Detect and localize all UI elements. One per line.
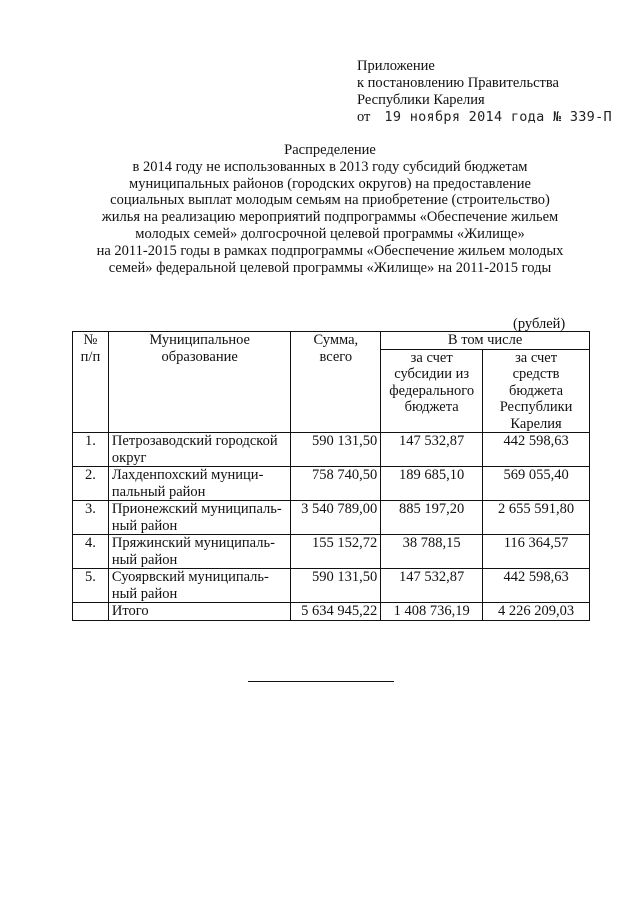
total-federal: 1 408 736,19 <box>381 603 483 621</box>
heading-title: Распределение <box>284 142 376 158</box>
table-total-row <box>73 603 590 621</box>
document-heading <box>60 142 600 276</box>
header-including: В том числе <box>381 332 590 350</box>
row-municipality: Пряжинский муниципаль- ный район <box>108 535 291 569</box>
heading-line: молодых семей» долгосрочной целевой программы «Жилище» <box>135 225 525 242</box>
currency-unit-label: (рублей) <box>513 316 566 332</box>
heading-line: муниципальных районов (городских округов) на предоставление <box>129 175 531 192</box>
total-row-number <box>73 603 109 621</box>
row-sum: 590 131,50 <box>291 433 381 467</box>
appendix-title: Приложение <box>357 58 435 74</box>
row-federal: 147 532,87 <box>381 569 483 603</box>
row-republic: 2 655 591,80 <box>483 501 590 535</box>
row-number: 4. <box>73 535 109 569</box>
appendix-block <box>357 58 612 126</box>
table-row <box>73 569 590 603</box>
header-municipality: Муниципальное образование <box>108 332 291 433</box>
appendix-republic: Республики Карелия <box>357 92 485 108</box>
header-number: № п/п <box>73 332 109 433</box>
row-sum: 758 740,50 <box>291 467 381 501</box>
row-federal: 189 685,10 <box>381 467 483 501</box>
table-row <box>73 467 590 501</box>
heading-line: жилья на реализацию мероприятий подпрограммы «Обеспечение жильем <box>101 209 559 226</box>
row-federal: 147 532,87 <box>381 433 483 467</box>
table-row <box>73 501 590 535</box>
row-sum: 155 152,72 <box>291 535 381 569</box>
row-municipality: Суоярвский муниципаль- ный район <box>108 569 291 603</box>
row-number: 3. <box>73 501 109 535</box>
row-republic: 442 598,63 <box>483 569 590 603</box>
order-prefix: от <box>357 109 371 125</box>
row-federal: 38 788,15 <box>381 535 483 569</box>
appendix-order-line <box>357 109 612 126</box>
row-number: 1. <box>73 433 109 467</box>
row-number: 5. <box>73 569 109 603</box>
table-row <box>73 535 590 569</box>
header-republic-budget: за счет средств бюджета Республики Карелия <box>483 349 590 433</box>
row-municipality: Прионежский муниципаль- ный район <box>108 501 291 535</box>
table-header-row <box>73 332 590 350</box>
row-sum: 590 131,50 <box>291 569 381 603</box>
total-republic: 4 226 209,03 <box>483 603 590 621</box>
appendix-resolution: к постановлению Правительства <box>357 75 559 91</box>
header-total-sum: Сумма, всего <box>291 332 381 433</box>
table-row <box>73 433 590 467</box>
heading-line: на 2011-2015 годы в рамках подпрограммы «Обеспечение жильем молодых <box>96 242 564 259</box>
row-municipality: Петрозаводский городской округ <box>108 433 291 467</box>
row-municipality: Лахденпохский муници- пальный район <box>108 467 291 501</box>
total-sum: 5 634 945,22 <box>291 603 381 621</box>
row-republic: 442 598,63 <box>483 433 590 467</box>
row-federal: 885 197,20 <box>381 501 483 535</box>
header-federal-budget: за счет субсидии из федерального бюджета <box>381 349 483 433</box>
row-sum: 3 540 789,00 <box>291 501 381 535</box>
distribution-table <box>72 331 590 621</box>
row-republic: 116 364,57 <box>483 535 590 569</box>
heading-line: в 2014 году не использованных в 2013 году субсидий бюджетам <box>132 158 528 175</box>
row-number: 2. <box>73 467 109 501</box>
order-date-number-stamp: 19 ноября 2014 года № 339-П <box>384 109 612 125</box>
heading-line: семей» федеральной целевой программы «Жилище» на 2011-2015 годы <box>108 259 552 276</box>
row-republic: 569 055,40 <box>483 467 590 501</box>
heading-line: социальных выплат молодым семьям на приобретение (строительство) <box>110 192 550 209</box>
total-label: Итого <box>108 603 291 621</box>
closing-divider-line <box>248 681 394 682</box>
